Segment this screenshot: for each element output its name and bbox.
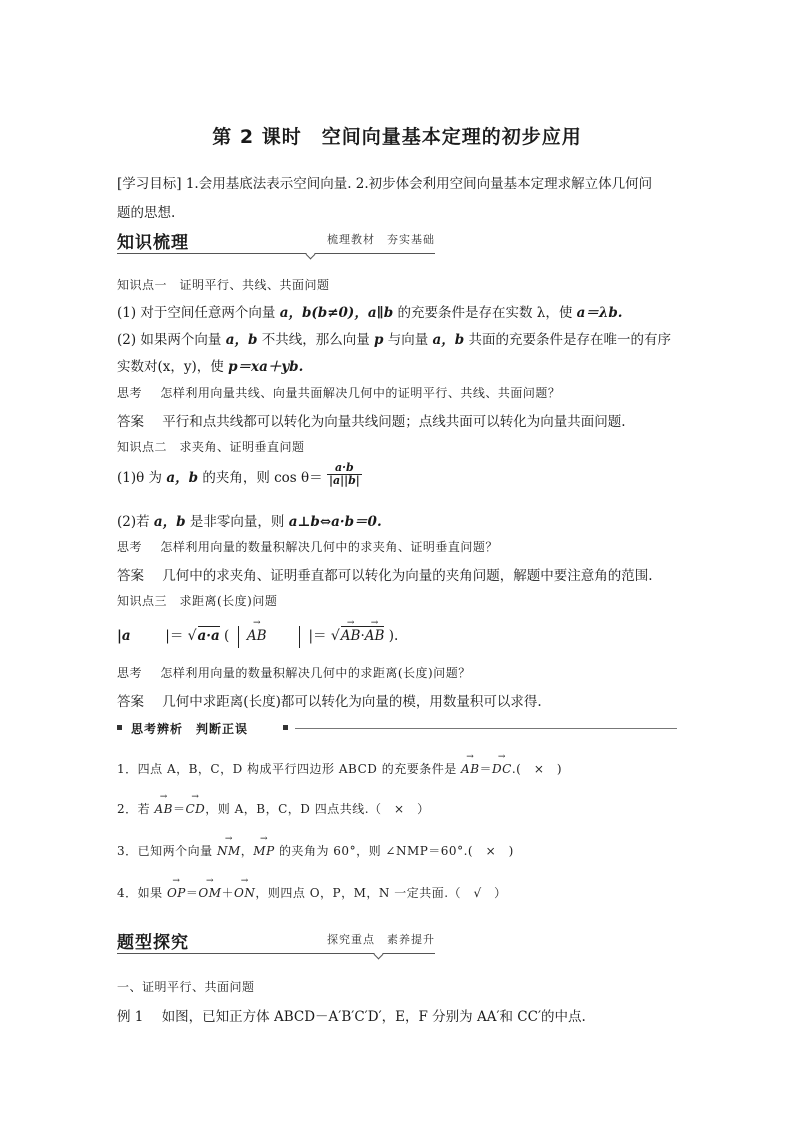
fraction-denominator: |a||b| bbox=[328, 474, 360, 487]
vector-dc: → DC bbox=[492, 762, 512, 776]
section-subtitle: 梳理教材 夯实基础 bbox=[327, 233, 435, 246]
vector-op: → OP bbox=[167, 886, 186, 900]
kp1-vector-expr: a＝λb. bbox=[576, 305, 623, 321]
kp2-vector-expr: a，b bbox=[153, 514, 186, 530]
part1-heading: 一、证明平行、共面问题 bbox=[117, 980, 255, 994]
cos-fraction bbox=[327, 462, 362, 487]
equals: |＝ bbox=[165, 628, 184, 644]
paren-open: ( bbox=[224, 628, 230, 644]
section-subtitle: 探究重点 素养提升 bbox=[327, 933, 435, 946]
sqrt-radicand: a·a bbox=[197, 628, 220, 644]
kp1-text: 与向量 bbox=[387, 332, 429, 348]
equals: ＝ bbox=[185, 886, 199, 900]
example1 bbox=[117, 1005, 586, 1025]
sqrt-icon: √ bbox=[330, 628, 340, 644]
kp2-think bbox=[117, 538, 498, 555]
judge-q2 bbox=[117, 800, 430, 817]
kp1-text: 不共线，那么向量 bbox=[261, 332, 370, 348]
kp2-answer bbox=[117, 564, 653, 584]
page-title: 第 2 课时 空间向量基本定理的初步应用 bbox=[212, 126, 582, 148]
dot: · bbox=[360, 628, 365, 644]
q1-text: 1．四点 A，B，C，D 构成平行四边形 ABCD 的充要条件是 bbox=[117, 762, 457, 776]
kp1-heading: 知识点一 证明平行、共线、共面问题 bbox=[117, 278, 330, 292]
q1-answer: .( × ) bbox=[511, 762, 563, 776]
square-bullet-icon bbox=[117, 725, 122, 730]
kp1-think bbox=[117, 384, 560, 401]
kp2-vector-expr: a，b bbox=[166, 470, 199, 486]
kp3-heading: 知识点三 求距离(长度)问题 bbox=[117, 594, 278, 608]
equals: |＝ bbox=[308, 628, 327, 644]
kp1-text: 实数对(x，y)，使 bbox=[117, 359, 224, 375]
example-label: 例 1 bbox=[117, 1009, 144, 1025]
vector-nm: → NM bbox=[217, 844, 241, 858]
judge-heading: 思考辨析 判断正误 bbox=[131, 722, 249, 736]
kp1-vector-expr: p＝xa＋yb. bbox=[228, 359, 304, 375]
think-label: 思考 bbox=[117, 540, 143, 554]
answer-text: 平行和点共线都可以转化为向量共线问题；点线共面可以转化为向量共面问题. bbox=[162, 414, 626, 430]
vector-ab: → AB bbox=[461, 762, 479, 776]
kp1-answer bbox=[117, 410, 626, 430]
vector-om: → OM bbox=[198, 886, 221, 900]
norm-bar bbox=[299, 626, 300, 648]
answer-label: 答案 bbox=[117, 694, 144, 710]
kp3-answer bbox=[117, 690, 542, 710]
think-text: 怎样利用向量共线、向量共面解决几何中的证明平行、共线、共面问题？ bbox=[160, 386, 561, 400]
q2-answer: ，则 A，B，C，D 四点共线.（ × ） bbox=[205, 802, 430, 816]
kp1-vector-expr: a，b bbox=[432, 332, 465, 348]
kp3-formula bbox=[117, 624, 398, 648]
judge-rule bbox=[295, 728, 677, 729]
equals: ＝ bbox=[172, 802, 186, 816]
norm-open: |a bbox=[117, 628, 131, 644]
q3-answer: 的夹角为 60°，则 ∠NMP＝60°.( × ) bbox=[278, 844, 514, 858]
section-rule bbox=[117, 253, 435, 254]
vector-mp: → MP bbox=[253, 844, 274, 858]
q4-text: 4．如果 bbox=[117, 886, 163, 900]
objective-label: [学习目标] bbox=[117, 176, 182, 192]
kp2-text: (1)θ 为 bbox=[117, 470, 163, 486]
judge-q1 bbox=[117, 760, 562, 777]
think-text: 怎样利用向量的数量积解决几何中的求距离(长度)问题？ bbox=[160, 666, 471, 680]
judge-q4 bbox=[117, 884, 507, 901]
kp1-text: 共面的充要条件是存在唯一的有序 bbox=[468, 332, 672, 348]
kp1-text: 的充要条件是存在实数 λ，使 bbox=[397, 305, 573, 321]
think-label: 思考 bbox=[117, 386, 143, 400]
kp1-vector-expr: a，b(b≠0)，a∥b bbox=[279, 305, 394, 321]
vector-ab: → AB bbox=[154, 802, 172, 816]
section-rule bbox=[117, 953, 435, 954]
kp2-line1 bbox=[117, 461, 362, 487]
square-bullet-icon bbox=[283, 725, 288, 730]
kp1-line2 bbox=[117, 328, 671, 348]
objective-text: 1.会用基底法表示空间向量. 2.初步体会利用空间向量基本定理求解立体几何问 bbox=[185, 176, 653, 192]
fraction-numerator: a·b bbox=[327, 462, 362, 475]
kp2-line2 bbox=[117, 510, 382, 530]
kp1-text: (1) 对于空间任意两个向量 bbox=[117, 305, 276, 321]
kp2-vector-expr: a⊥b⇔a·b＝0. bbox=[288, 514, 382, 530]
rule-notch bbox=[374, 950, 384, 960]
kp2-text: 的夹角，则 cos θ＝ bbox=[202, 470, 323, 486]
think-label: 思考 bbox=[117, 666, 143, 680]
answer-text: 几何中的求夹角、证明垂直都可以转化为向量的夹角问题，解题中要注意角的范围. bbox=[162, 568, 653, 584]
judge-bar bbox=[117, 720, 677, 736]
answer-text: 几何中求距离(长度)都可以转化为向量的模，用数量积可以求得. bbox=[162, 694, 542, 710]
section-name: 知识梳理 bbox=[117, 233, 189, 253]
vector-cd: → CD bbox=[185, 802, 205, 816]
answer-label: 答案 bbox=[117, 568, 144, 584]
q2-text: 2．若 bbox=[117, 802, 151, 816]
learning-objective-line2: 题的思想. bbox=[117, 205, 176, 221]
section-header-knowledge bbox=[117, 228, 435, 254]
answer-label: 答案 bbox=[117, 414, 144, 430]
vector-ab: → AB bbox=[365, 628, 385, 644]
kp1-text: (2) 如果两个向量 bbox=[117, 332, 222, 348]
learning-objective-line1 bbox=[117, 172, 652, 192]
kp1-vector-expr: a，b bbox=[225, 332, 258, 348]
paren-close: ). bbox=[388, 628, 399, 644]
vector-ab: → AB bbox=[341, 628, 361, 644]
plus: ＋ bbox=[221, 886, 235, 900]
kp1-line1 bbox=[117, 301, 622, 321]
kp2-text: 是非零向量，则 bbox=[189, 514, 285, 530]
q3-text: 3．已知两个向量 bbox=[117, 844, 213, 858]
kp1-vector-expr: p bbox=[374, 332, 384, 348]
vector-ab: → AB bbox=[247, 628, 267, 644]
kp2-heading: 知识点二 求夹角、证明垂直问题 bbox=[117, 440, 305, 454]
kp1-line3 bbox=[117, 355, 303, 375]
think-text: 怎样利用向量的数量积解决几何中的求夹角、证明垂直问题？ bbox=[160, 540, 498, 554]
q4-answer: ，则四点 O，P，M，N 一定共面.（ √ ） bbox=[255, 886, 507, 900]
comma: ， bbox=[240, 844, 254, 858]
section-name: 题型探究 bbox=[117, 933, 189, 953]
sqrt-icon: √ bbox=[187, 628, 197, 644]
judge-q3 bbox=[117, 842, 514, 859]
rule-notch bbox=[306, 250, 316, 260]
example-text: 如图，已知正方体 ABCD－A′B′C′D′，E，F 分别为 AA′和 CC′的中点. bbox=[161, 1009, 586, 1025]
kp3-think bbox=[117, 664, 471, 681]
norm-bar bbox=[238, 626, 239, 648]
kp2-text: (2)若 bbox=[117, 514, 150, 530]
vector-on: → ON bbox=[234, 886, 255, 900]
equals: ＝ bbox=[479, 762, 493, 776]
section-header-question-types bbox=[117, 928, 435, 954]
